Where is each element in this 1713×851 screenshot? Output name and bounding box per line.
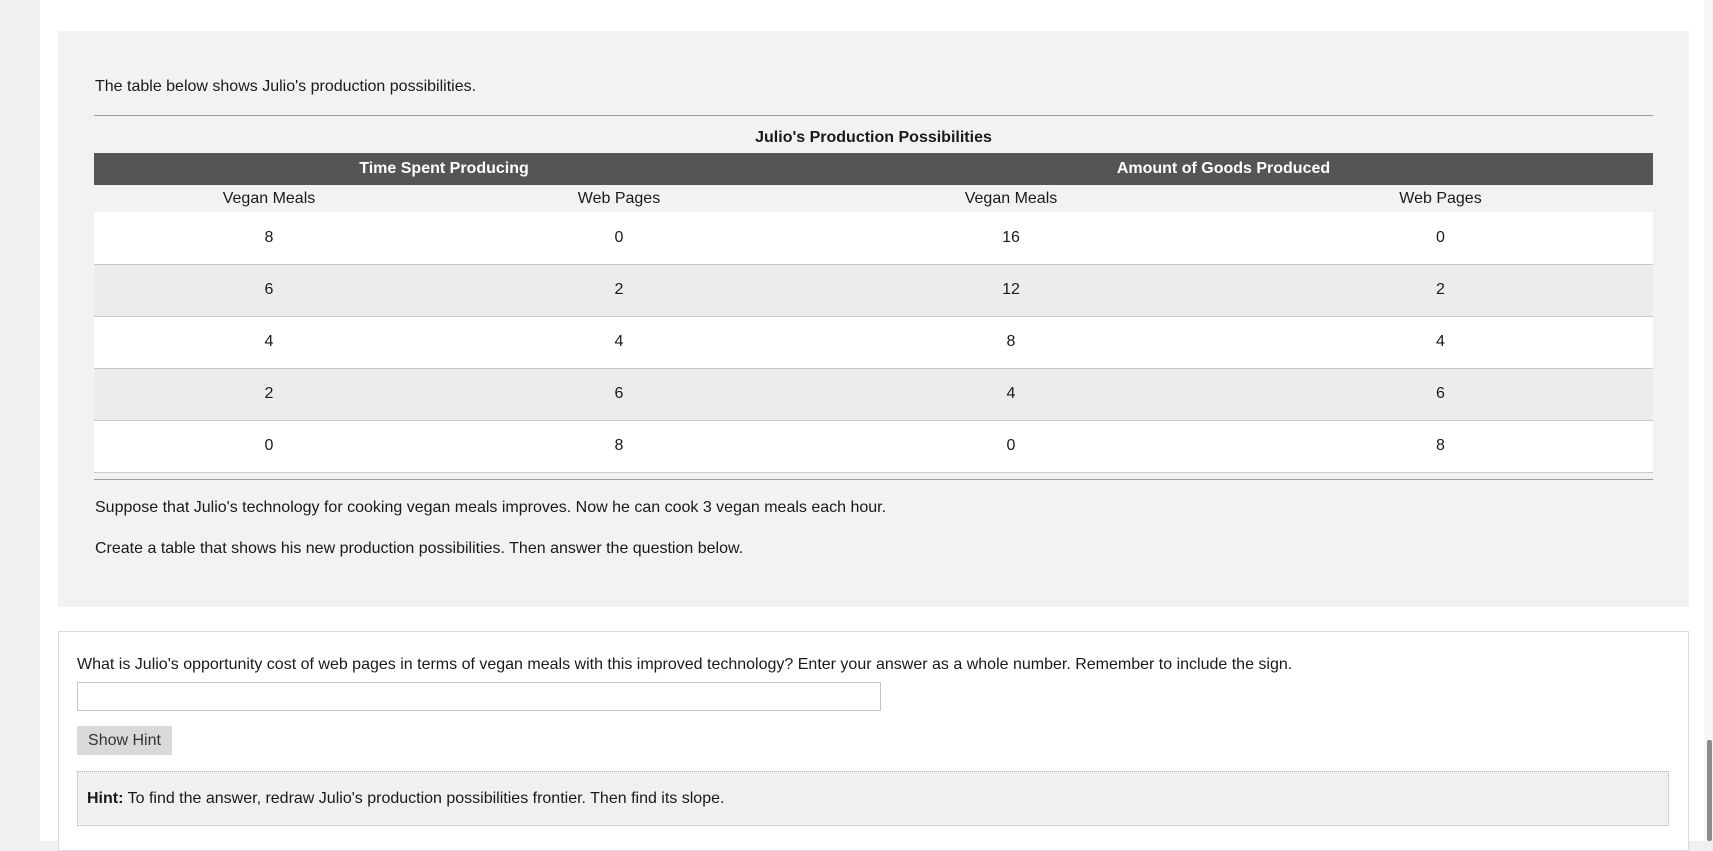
table-cell: 0 — [94, 420, 444, 472]
column-header: Vegan Meals — [222, 189, 316, 207]
answer-input[interactable] — [77, 682, 881, 711]
table-cell: 0 — [444, 212, 794, 264]
instruction-text: Create a table that shows his new production possibilities. Then answer the question below. — [95, 540, 744, 557]
table-cell: 8 — [94, 212, 444, 264]
production-table — [94, 153, 1653, 473]
scrollbar-thumb[interactable] — [1707, 740, 1712, 841]
question-text: What is Julio's opportunity cost of web pages in terms of vegan meals with this improved technology? Enter your answer as a whole number. Remember to include the sign. — [77, 656, 1293, 673]
table-cell: 0 — [794, 420, 1228, 472]
column-header: Web Pages — [1399, 189, 1482, 207]
column-header: Vegan Meals — [964, 189, 1058, 207]
hint-label: Hint: — [87, 790, 124, 807]
table-cell: 4 — [444, 316, 794, 368]
hint-text: To find the answer, redraw Julio's production possibilities frontier. Then find its slope. — [123, 790, 725, 807]
table-row — [94, 368, 1653, 420]
table-cell: 8 — [444, 420, 794, 472]
divider-top — [94, 115, 1653, 116]
scrollbar[interactable] — [1704, 0, 1713, 841]
divider-bottom — [94, 479, 1653, 480]
table-cell: 2 — [1228, 264, 1653, 316]
group-header-time: Time Spent Producing — [94, 153, 794, 185]
table-row — [94, 212, 1653, 264]
hint-box — [77, 771, 1669, 826]
table-cell: 6 — [94, 264, 444, 316]
table-cell: 6 — [1228, 368, 1653, 420]
table-cell: 12 — [794, 264, 1228, 316]
table-cell: 16 — [794, 212, 1228, 264]
problem-panel — [58, 31, 1689, 607]
group-header-amount: Amount of Goods Produced — [794, 153, 1653, 185]
show-hint-button[interactable]: Show Hint — [77, 726, 172, 755]
table-row — [94, 420, 1653, 472]
table-cell: 4 — [1228, 316, 1653, 368]
scenario-text: Suppose that Julio's technology for cooking vegan meals improves. Now he can cook 3 vegan meals each hour. — [95, 499, 887, 516]
table-cell: 4 — [794, 368, 1228, 420]
table-cell: 2 — [94, 368, 444, 420]
table-row — [94, 316, 1653, 368]
table-cell: 8 — [1228, 420, 1653, 472]
column-header: Web Pages — [577, 189, 661, 207]
table-row — [94, 264, 1653, 316]
table-cell: 0 — [1228, 212, 1653, 264]
question-panel — [58, 631, 1689, 851]
table-cell: 4 — [94, 316, 444, 368]
intro-text: The table below shows Julio's production possibilities. — [95, 78, 477, 95]
table-cell: 8 — [794, 316, 1228, 368]
table-cell: 2 — [444, 264, 794, 316]
table-cell: 6 — [444, 368, 794, 420]
table-caption: Julio's Production Possibilities — [755, 129, 992, 146]
